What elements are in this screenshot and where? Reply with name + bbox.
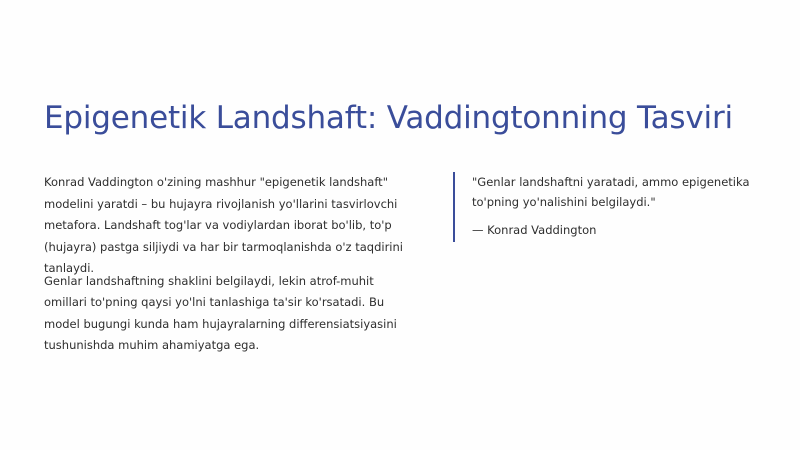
quote-block <box>453 172 773 242</box>
quote-author: — Konrad Vaddington <box>472 223 597 237</box>
body-paragraph-2: Genlar landshaftning shaklini belgilaydi, lekin atrof-muhit omillari to'pning qaysi yo'lni tanlashiga ta'sir ko'rsatadi. Bu model bugungi kunda ham hujayralarning differensiatsiyasini tushunishda muhim ahamiyatga ega. <box>44 273 397 352</box>
quote-text: "Genlar landshaftni yaratadi, ammo epigenetika to'pning yo'nalishini belgilaydi." <box>472 175 750 209</box>
slide-title: Epigenetik Landshaft: Vaddingtonning Tasviri <box>44 100 733 136</box>
body-text-column <box>44 172 414 357</box>
body-paragraph-1: Konrad Vaddington o'zining mashhur "epigenetik landshaft" modelini yaratdi – bu hujayra rivojlanish yo'llarini tasvirlovchi metafora. Landshaft tog'lar va vodiylardan iborat bo'lib, to'p (hujayra) pastga siljiydi va har bir tarmoqlanishda o'z taqdirini tanlaydi. <box>44 175 403 275</box>
